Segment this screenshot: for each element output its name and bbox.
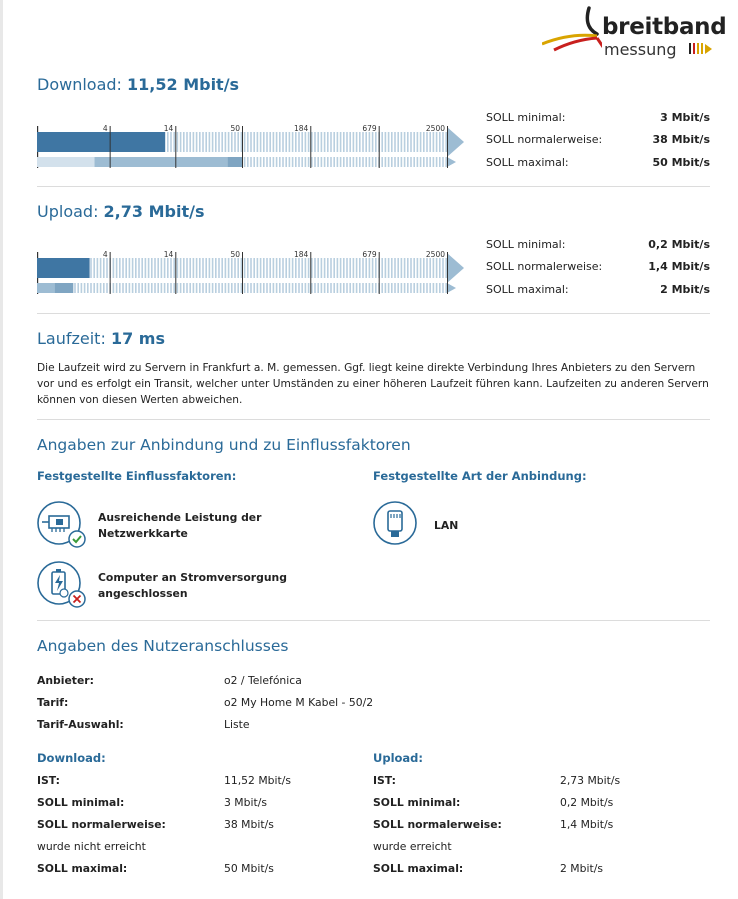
upload-title: Upload: 2,73 Mbit/s: [37, 202, 205, 221]
dl-normal-value: 38 Mbit/s: [224, 818, 274, 831]
download-soll-max-bar: [228, 157, 242, 167]
tariff-selection-value: Liste: [224, 718, 250, 731]
factor-network-card-line2: Netzwerkkarte: [98, 527, 188, 540]
upload-arrow-upper: [447, 253, 464, 283]
upload-tick-label-2500: 2500: [425, 250, 445, 259]
ul-normal-label: SOLL normalerweise:: [373, 818, 502, 831]
ul-ist-label: IST:: [373, 774, 396, 787]
download-tick-4: [110, 126, 111, 168]
upload-arrow-lower: [447, 283, 456, 293]
dl-max-value: 50 Mbit/s: [224, 862, 274, 875]
download-tick-label-2500: 2500: [425, 124, 445, 133]
dl-normal-note: wurde nicht erreicht: [37, 840, 146, 853]
upload-tick-4: [110, 252, 111, 294]
download-tick-label-14: 14: [163, 124, 174, 133]
ul-min-label: SOLL minimal:: [373, 796, 461, 809]
dl-ist-label: IST:: [37, 774, 60, 787]
latency-value: 17 ms: [110, 329, 165, 348]
dl-min-value: 3 Mbit/s: [224, 796, 267, 809]
logo-word-breitband: breitband: [602, 14, 727, 40]
latency-title: Laufzeit: 17 ms: [37, 329, 165, 348]
download-tick-label-4: 4: [102, 124, 108, 133]
ul-max-value: 2 Mbit/s: [560, 862, 603, 875]
factor-network-card: [36, 500, 261, 552]
lan-plug-icon: [372, 500, 424, 552]
download-tick-label-184: 184: [293, 124, 309, 133]
influence-factors-heading: Festgestellte Einflussfaktoren:: [37, 469, 237, 483]
upload-gauge: [37, 248, 467, 296]
upload-tick-2500: [447, 252, 448, 294]
download-title: Download: 11,52 Mbit/s: [37, 75, 240, 94]
download-soll-min: SOLL minimal: 3 Mbit/s: [486, 110, 710, 124]
upload-tick-label-14: 14: [163, 250, 174, 259]
breitbandmessung-logo[interactable]: [542, 6, 727, 68]
download-value: 11,52 Mbit/s: [127, 75, 240, 94]
factor-network-card-line1: Ausreichende Leistung der: [98, 511, 262, 524]
upload-soll-list: [486, 233, 710, 301]
ul-ist-value: 2,73 Mbit/s: [560, 774, 621, 787]
download-tick-184: [310, 126, 311, 168]
upload-tick-14: [175, 252, 176, 294]
dl-min-label: SOLL minimal:: [37, 796, 125, 809]
download-gauge: [37, 122, 467, 170]
upload-soll-max-bar: [55, 283, 74, 293]
divider: [37, 419, 710, 420]
connection-type-heading: Festgestellte Art der Anbindung:: [373, 469, 587, 483]
logo-swoosh-icon: [542, 6, 602, 68]
latency-description: Die Laufzeit wird zu Servern in Frankfurt a. M. gemessen. Ggf. liegt keine direkte Verbindung Ihres Anbieters zu den Servern vor und es erfolgt ein Transit, welcher unter Umständen zu einer höheren Laufzeit führen kann. Laufzeiten zu anderen Servern können von diesen Werten abweichen.: [37, 362, 709, 406]
download-tick-679: [379, 126, 380, 168]
upload-tick-label-4: 4: [102, 250, 108, 259]
tariff-selection-label: Tarif-Auswahl:: [37, 718, 124, 731]
divider: [37, 313, 710, 314]
dl-normal-label: SOLL normalerweise:: [37, 818, 166, 831]
download-tick-50: [242, 126, 243, 168]
factors-title: Angaben zur Anbindung und zu Einflussfaktoren: [37, 436, 411, 454]
logo-word-messung: messung: [604, 40, 677, 59]
provider-label: Anbieter:: [37, 674, 94, 687]
upload-tick-50: [242, 252, 243, 294]
logo-bars-icon: [689, 43, 713, 55]
download-soll-base: [37, 157, 95, 167]
connection-type-lan: [372, 500, 458, 552]
account-download-heading: Download:: [37, 751, 106, 765]
download-arrow-lower: [447, 157, 456, 167]
upload-ist-bar: [37, 258, 90, 278]
dl-max-label: SOLL maximal:: [37, 862, 128, 875]
tariff-label: Tarif:: [37, 696, 69, 709]
download-tick-label-679: 679: [362, 124, 377, 133]
dl-ist-value: 11,52 Mbit/s: [224, 774, 292, 787]
factor-power-supply-line2: angeschlossen: [98, 587, 188, 600]
factor-power-supply-line1: Computer an Stromversorgung: [98, 571, 287, 584]
download-soll-list: [486, 106, 710, 174]
tariff-value: o2 My Home M Kabel - 50/2: [224, 696, 374, 709]
battery-plug-icon: [36, 560, 88, 612]
provider-value: o2 / Telefónica: [224, 674, 302, 687]
upload-tick-label-50: 50: [230, 250, 240, 259]
upload-soll-max: SOLL maximal: 2 Mbit/s: [486, 282, 710, 296]
account-upload-heading: Upload:: [373, 751, 424, 765]
download-tick-label-50: 50: [230, 124, 240, 133]
upload-tick-label-184: 184: [293, 250, 309, 259]
ul-max-label: SOLL maximal:: [373, 862, 464, 875]
divider: [37, 620, 710, 621]
divider: [37, 186, 710, 187]
upload-tick-label-679: 679: [362, 250, 377, 259]
network-card-icon: [36, 500, 88, 552]
ul-normal-note: wurde erreicht: [373, 840, 452, 853]
upload-tick-184: [310, 252, 311, 294]
download-soll-max: SOLL maximal: 50 Mbit/s: [486, 155, 710, 169]
factor-power-supply: [36, 560, 287, 612]
download-soll-normal-bar: [95, 157, 228, 167]
download-tick-2500: [447, 126, 448, 168]
upload-soll-normal: SOLL normalerweise: 1,4 Mbit/s: [486, 260, 710, 274]
download-soll-normal: SOLL normalerweise: 38 Mbit/s: [486, 133, 710, 147]
left-edge: [0, 0, 3, 899]
upload-soll-min: SOLL minimal: 0,2 Mbit/s: [486, 237, 710, 251]
download-tick-14: [175, 126, 176, 168]
connection-type-label: LAN: [434, 519, 459, 532]
upload-tick-679: [379, 252, 380, 294]
upload-value: 2,73 Mbit/s: [103, 202, 205, 221]
upload-soll-normal-bar: [37, 283, 55, 293]
download-ist-bar: [37, 132, 165, 152]
ul-normal-value: 1,4 Mbit/s: [560, 818, 614, 831]
download-arrow-upper: [447, 127, 464, 157]
account-title: Angaben des Nutzeranschlusses: [37, 637, 289, 655]
ul-min-value: 0,2 Mbit/s: [560, 796, 614, 809]
